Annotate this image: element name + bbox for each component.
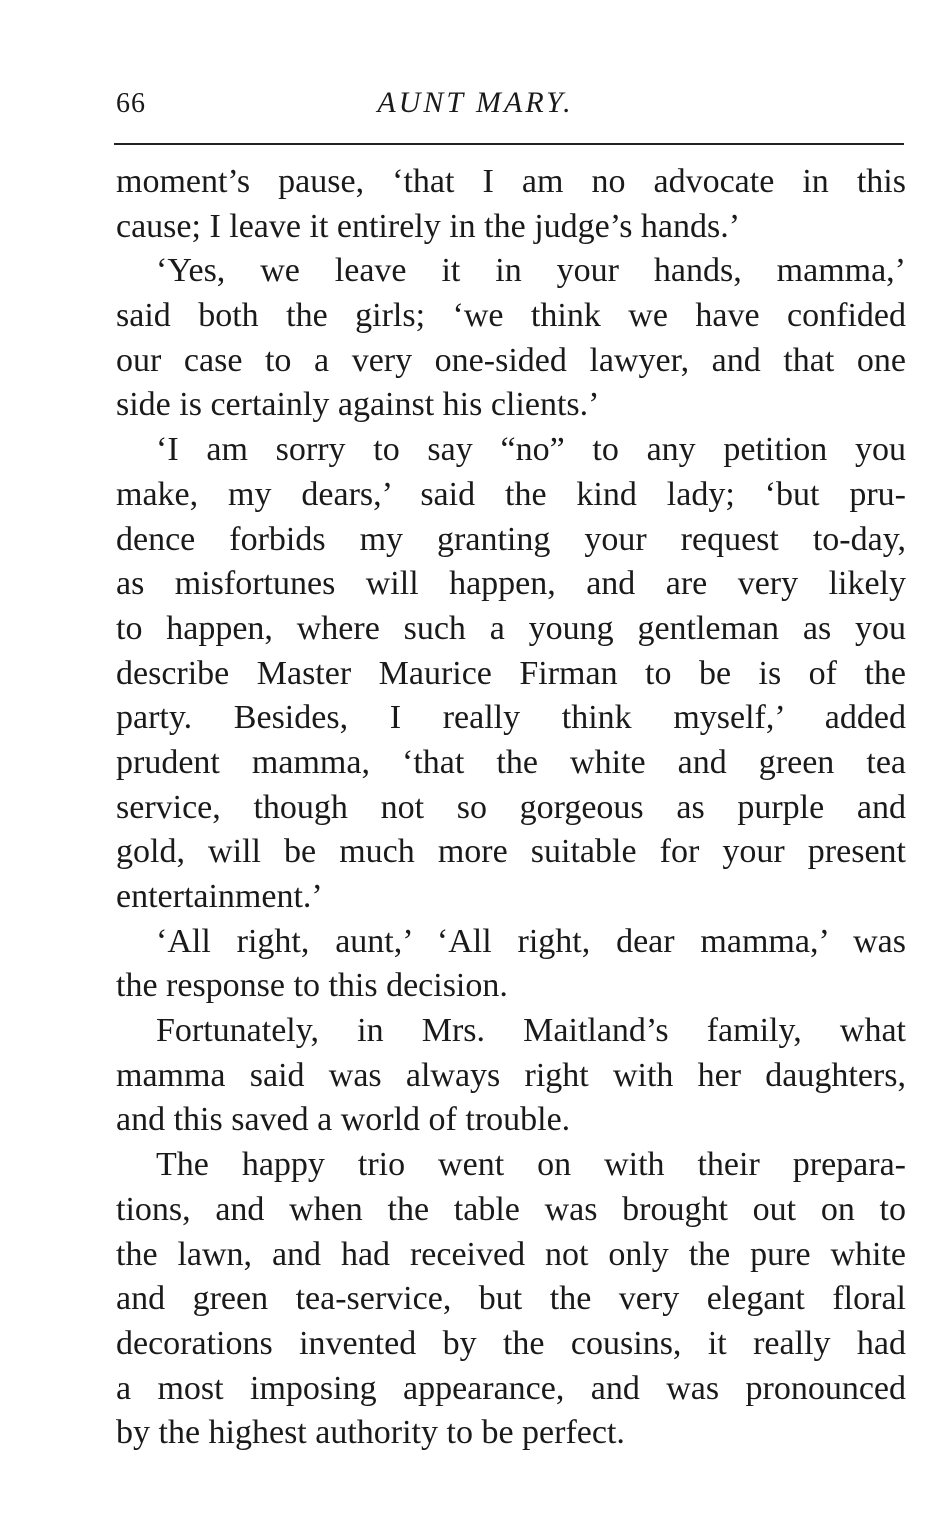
text-line: gold, will be much more suitable for your present xyxy=(116,833,906,871)
text-line: by the highest authority to be perfect. xyxy=(116,1414,625,1452)
text-line: and green tea-service, but the very elegant floral xyxy=(116,1280,906,1318)
text-line: party. Besides, I really think myself,’ added xyxy=(116,699,906,737)
text-line: and this saved a world of trouble. xyxy=(116,1101,571,1139)
text-line: the lawn, and had received not only the pure white xyxy=(116,1235,906,1273)
text-line: said both the girls; ‘we think we have confided xyxy=(116,297,906,335)
text-line: to happen, where such a young gentleman as you xyxy=(116,609,906,647)
text-line: side is certainly against his clients.’ xyxy=(116,386,600,424)
text-line: moment’s pause, ‘that I am no advocate in this xyxy=(116,163,906,200)
text-line: the response to this decision. xyxy=(116,967,508,1005)
text-line: our case to a very one-sided lawyer, and that one xyxy=(116,341,906,379)
text-line: cause; I leave it entirely in the judge’s hands.’ xyxy=(116,207,741,245)
text-line: service, though not so gorgeous as purple and xyxy=(116,788,906,826)
text-line: dence forbids my granting your request to-day, xyxy=(116,520,906,558)
text-line: Fortunately, in Mrs. Maitland’s family, what xyxy=(156,1012,906,1050)
body-text xyxy=(116,160,906,1456)
text-line: entertainment.’ xyxy=(116,878,323,915)
text-line: a most imposing appearance, and was pronounced xyxy=(116,1369,906,1407)
text-line: make, my dears,’ said the kind lady; ‘but pru- xyxy=(116,475,906,513)
text-line: as misfortunes will happen, and are very likely xyxy=(116,565,906,603)
running-title: AUNT MARY. xyxy=(377,86,574,119)
text-line: ‘I am sorry to say “no” to any petition you xyxy=(156,431,906,469)
text-line: decorations invented by the cousins, it really had xyxy=(116,1324,906,1362)
text-line: tions, and when the table was brought out on to xyxy=(116,1190,906,1228)
page-number: 66 xyxy=(116,88,146,119)
text-line: mamma said was always right with her daughters, xyxy=(116,1056,906,1094)
header-rule xyxy=(114,143,904,145)
text-line: prudent mamma, ‘that the white and green tea xyxy=(116,743,906,781)
text-line: ‘All right, aunt,’ ‘All right, dear mamma,’ was xyxy=(156,922,906,960)
text-line: describe Master Maurice Firman to be is of the xyxy=(116,654,906,692)
text-line: ‘Yes, we leave it in your hands, mamma,’ xyxy=(156,252,906,290)
text-line: The happy trio went on with their prepara- xyxy=(156,1146,906,1184)
